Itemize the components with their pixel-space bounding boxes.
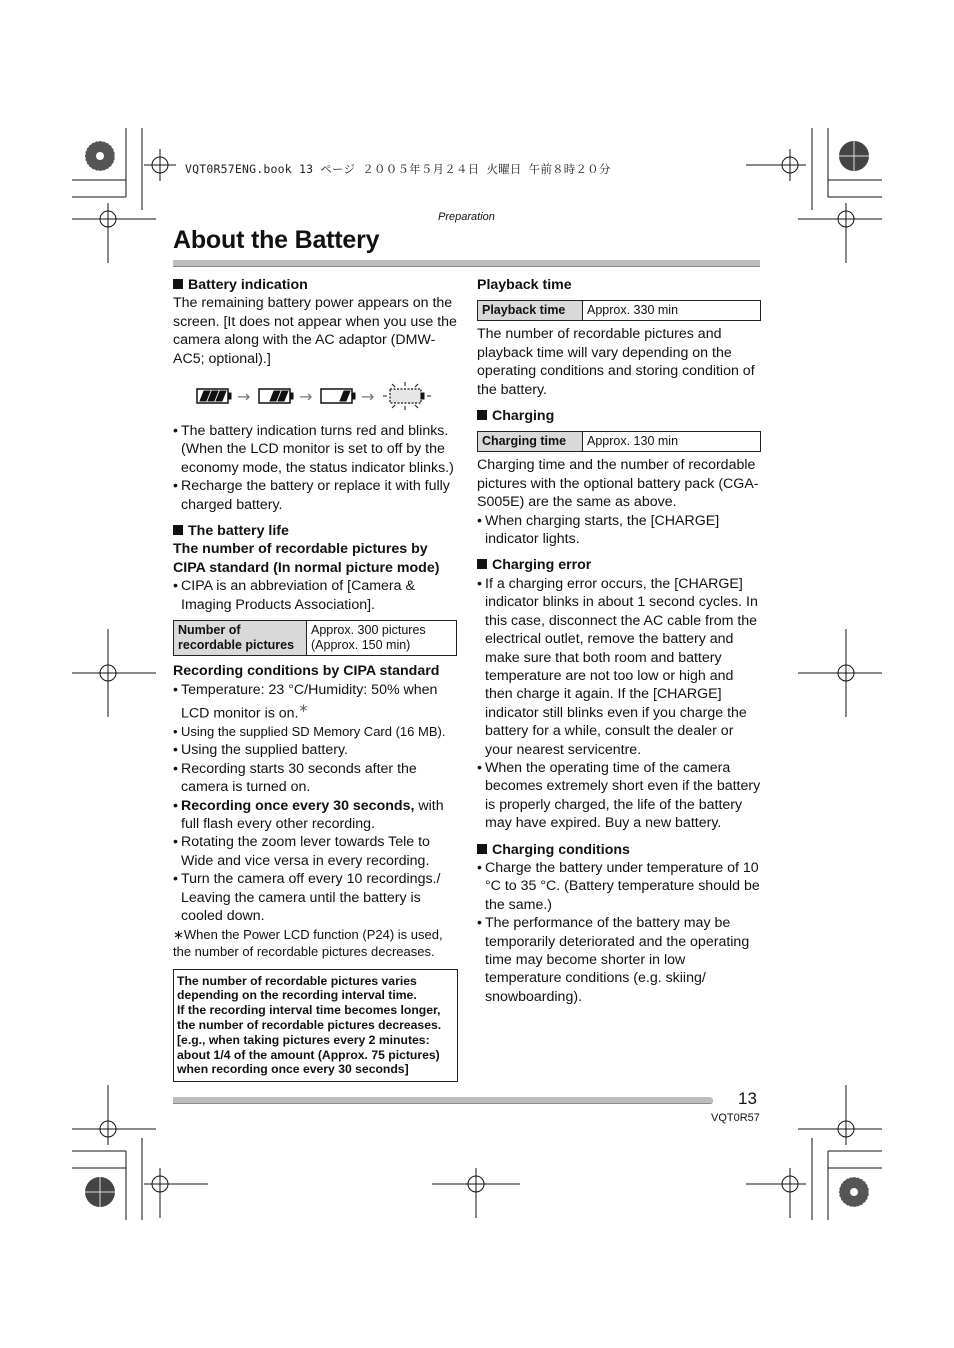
list-item: • CIPA is an abbreviation of [Camera & Imaging Products Association]. [173, 577, 458, 614]
battery-indication-heading: Battery indication [173, 276, 458, 294]
list-item: • The battery indication turns red and blinks. (When the LCD monitor is set to off by the economy mode, the status indicator blinks.) [173, 422, 458, 477]
square-bullet-icon [477, 844, 487, 854]
table-value-cell: Approx. 330 min [583, 301, 761, 321]
battery-indicator-sequence [195, 382, 458, 410]
charging-body: Charging time and the number of recordable pictures with the optional battery pack (CGA-S005E) are the same as above. [477, 457, 759, 511]
footnote: ∗When the Power LCD function (P24) is used, the number of recordable pictures decreases. [173, 926, 443, 960]
table-label-cell: Number of recordable pictures [174, 621, 307, 656]
list-item: • When charging starts, the [CHARGE] indicator lights. [477, 512, 761, 549]
battery-indication-intro: The remaining battery power appears on the screen. [It does not appear when you use the camera along with the AC adaptor (DMW-AC5; optional).] [173, 295, 457, 367]
square-bullet-icon [477, 410, 487, 420]
list-item: • If a charging error occurs, the [CHARGE] indicator blinks in about 1 second cycles. In this case, disconnect the AC cable from the electrical outlet, remove the battery and make sure that both room and battery temperature are not too low or high and then charge it again. If the [CHARGE] indicator still blinks even if you charge the battery for a while, consult the dealer or your nearest servicentre. [477, 575, 761, 759]
svg-text:→: → [299, 387, 313, 407]
page-number: 13 [738, 1089, 757, 1108]
document-code: VQT0R57 [711, 1112, 760, 1124]
charging-error-bullets [477, 575, 761, 833]
print-slug: VQT0R57ENG.book 13 ページ ２００５年５月２４日 火曜日 午前８時２０分 [185, 162, 611, 176]
svg-text:→: → [361, 387, 375, 407]
table-label-cell: Charging time [478, 432, 583, 452]
recording-conditions-heading: Recording conditions by CIPA standard [173, 663, 440, 680]
list-item: • Recording starts 30 seconds after the camera is turned on. [173, 760, 458, 797]
cipa-bullets [173, 577, 458, 614]
battery-two-thirds-icon [259, 389, 293, 403]
list-item: • The performance of the battery may be temporarily deteriorated and the operating time may become shorter in low temperature conditions (e.g. skiing/ snowboarding). [477, 914, 761, 1006]
battery-indication-bullets [173, 422, 458, 514]
charging-bullets [477, 512, 761, 549]
square-bullet-icon [173, 525, 183, 535]
note-line: The number of recordable pictures varies depending on the recording interval time. [177, 973, 417, 1003]
left-column [173, 276, 458, 1082]
list-item: • Using the supplied SD Memory Card (16 MB). [173, 723, 458, 741]
battery-life-heading: The battery life [173, 522, 458, 540]
table-value-cell: Approx. 300 pictures (Approx. 150 min) [307, 621, 457, 656]
playback-body: The number of recordable pictures and playback time will vary depending on the operating conditions and storing condition of the battery. [477, 326, 755, 398]
recordable-pictures-table [173, 620, 457, 656]
list-item: • When the operating time of the camera becomes extremely short even if the battery is properly charged, the life of the battery may have expired. Buy a new battery. [477, 759, 761, 833]
playback-time-table [477, 300, 761, 321]
title-rule [173, 260, 760, 267]
battery-life-subheading: The number of recordable pictures by CIPA standard (In normal picture mode) [173, 541, 440, 576]
charging-conditions-bullets [477, 859, 761, 1006]
square-bullet-icon [173, 279, 183, 289]
battery-empty-blinking-icon [383, 382, 431, 410]
note-line: If the recording interval time becomes longer, the number of recordable pictures decreases. [177, 1003, 442, 1032]
list-item: • Recharge the battery or replace it with fully charged battery. [173, 477, 458, 514]
list-item: • Rotating the zoom lever towards Tele to Wide and vice versa in every recording. [173, 833, 458, 870]
right-column [477, 276, 761, 1006]
battery-full-icon [197, 389, 231, 403]
charging-conditions-heading: Charging conditions [477, 841, 761, 859]
section-label: Preparation [438, 211, 495, 223]
list-item: • Charge the battery under temperature of 10 °C to 35 °C. (Battery temperature should be the same.) [477, 859, 761, 914]
table-label-cell: Playback time [478, 301, 583, 321]
list-item: • Using the supplied battery. [173, 741, 458, 759]
page-title: About the Battery [173, 226, 380, 254]
table-value-cell: Approx. 130 min [583, 432, 761, 452]
battery-one-third-icon [321, 389, 355, 403]
footer-rule [173, 1097, 713, 1104]
interval-note-box [173, 969, 458, 1083]
charging-heading: Charging [477, 407, 761, 425]
playback-heading: Playback time [477, 277, 572, 293]
svg-text:→: → [237, 387, 251, 407]
note-line: [e.g., when taking pictures every 2 minutes: about 1/4 of the amount (Approx. 75 pictures) when recording once every 30 seconds] [177, 1032, 440, 1077]
list-item: • Turn the camera off every 10 recordings./ Leaving the camera until the battery is cooled down. [173, 870, 458, 925]
list-item: • Recording once every 30 seconds, with full flash every other recording. [173, 797, 458, 834]
list-item: • Temperature: 23 °C/Humidity: 50% when LCD monitor is on.∗ [173, 681, 458, 724]
recording-conditions-list [173, 681, 458, 926]
square-bullet-icon [477, 559, 487, 569]
charging-time-table [477, 431, 761, 452]
charging-error-heading: Charging error [477, 556, 761, 574]
